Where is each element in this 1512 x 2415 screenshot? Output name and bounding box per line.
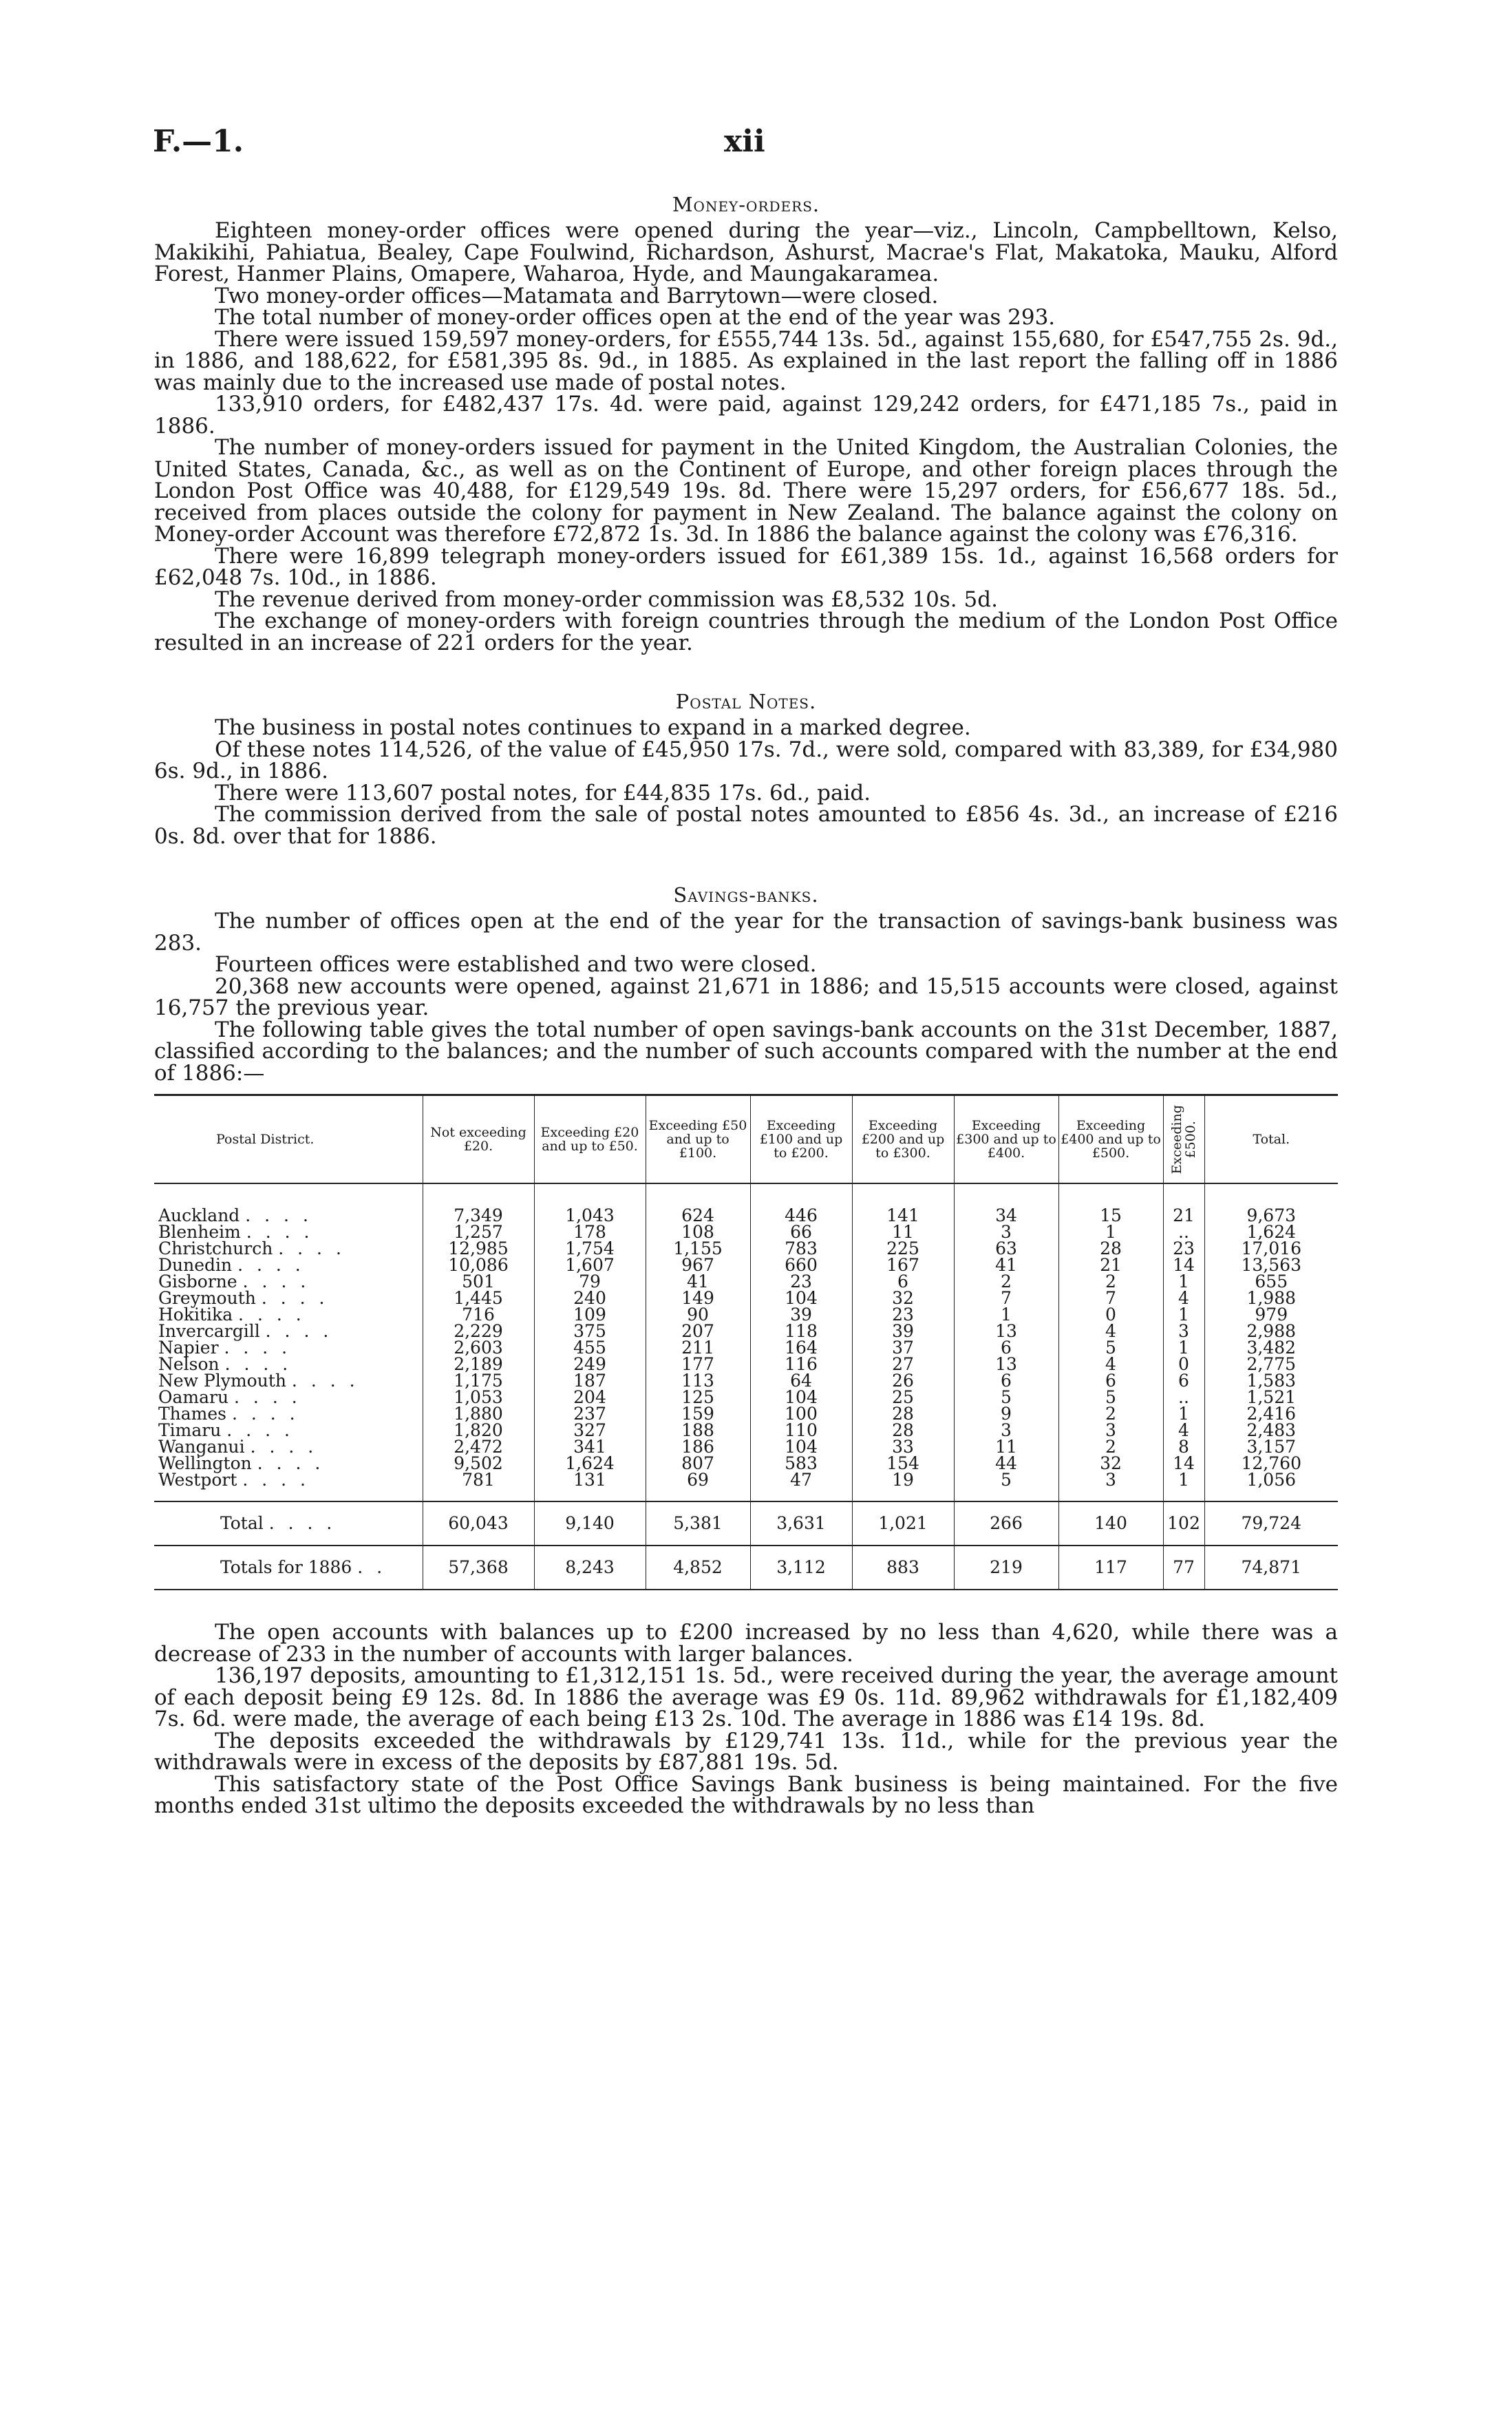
value-cell: 6 <box>954 1340 1058 1356</box>
column-header: Exceeding £500. <box>1163 1095 1204 1184</box>
value-cell: 1,624 <box>534 1455 646 1472</box>
value-cell: 781 <box>423 1472 534 1488</box>
value-cell: 237 <box>534 1406 646 1422</box>
value-cell: 655 <box>1204 1274 1338 1290</box>
value-cell: 3 <box>1058 1422 1163 1439</box>
value-cell: 23 <box>750 1274 852 1290</box>
value-cell: 60,043 <box>423 1501 534 1546</box>
value-cell: 583 <box>750 1455 852 1472</box>
value-cell: .. <box>1163 1389 1204 1406</box>
value-cell: 1,155 <box>646 1241 750 1257</box>
value-cell: 17,016 <box>1204 1241 1338 1257</box>
value-cell: 455 <box>534 1340 646 1356</box>
value-cell: 164 <box>750 1340 852 1356</box>
district-label: Wanganui <box>158 1437 245 1457</box>
value-cell: 3,631 <box>750 1501 852 1546</box>
page-reference: F.—1. <box>153 124 244 159</box>
value-cell: 2,416 <box>1204 1406 1338 1422</box>
value-cell: 266 <box>954 1501 1058 1546</box>
district-cell <box>154 1501 423 1546</box>
leader-dots: . . . . <box>242 1272 310 1291</box>
table-header-row <box>154 1095 1338 1184</box>
value-cell: 6 <box>1058 1373 1163 1389</box>
value-cell: 13 <box>954 1323 1058 1340</box>
district-label: New Plymouth <box>158 1371 286 1391</box>
table-row <box>154 1257 1338 1274</box>
column-header: Exceeding £50 and up to £100. <box>646 1095 750 1184</box>
table-row <box>154 1389 1338 1406</box>
district-label: Greymouth <box>158 1288 256 1308</box>
column-header: Not exceeding £20. <box>423 1095 534 1184</box>
value-cell: 9 <box>954 1406 1058 1422</box>
money-orders-heading: Money-orders. <box>672 193 820 216</box>
paragraph: The business in postal notes continues to expand in a marked degree. <box>215 715 971 740</box>
paragraph: There were 16,899 telegraph money-orders issued for £61,389 15s. 1d., against 16,568 orders for £62,048 7s. 10d., in 1886. <box>154 543 1338 590</box>
value-cell: 7,349 <box>423 1208 534 1224</box>
district-label: Christchurch <box>158 1238 273 1258</box>
value-cell: 90 <box>646 1307 750 1323</box>
value-cell: 1 <box>1163 1472 1204 1488</box>
savings-banks-heading: Savings-banks. <box>673 883 819 907</box>
value-cell: 219 <box>954 1546 1058 1590</box>
value-cell: 883 <box>852 1546 954 1590</box>
value-cell: 2,229 <box>423 1323 534 1340</box>
paragraph: 136,197 deposits, amounting to £1,312,151 1s. 5d., were received during the year, the average amount of each deposit being £9 12s. 8d. In 1886 the average was £9 0s. 11d. 89,962 withdrawals for £1,182,409 7s. 6d. were made, the average of each being £13 2s. 10d. The average in 1886 was £14 19s. 8d. <box>154 1663 1338 1731</box>
value-cell: 1 <box>1163 1340 1204 1356</box>
value-cell: 4 <box>1163 1422 1204 1439</box>
district-label: Gisborne <box>158 1272 237 1291</box>
district-label: Westport <box>158 1470 237 1490</box>
value-cell: 149 <box>646 1290 750 1307</box>
value-cell: 187 <box>534 1373 646 1389</box>
value-cell: 2,603 <box>423 1340 534 1356</box>
value-cell: 1 <box>1163 1274 1204 1290</box>
value-cell: 13 <box>954 1356 1058 1373</box>
value-cell: 2,988 <box>1204 1323 1338 1340</box>
value-cell: 44 <box>954 1455 1058 1472</box>
value-cell: 113 <box>646 1373 750 1389</box>
district-label: Napier <box>158 1338 219 1358</box>
leader-dots: . . . . <box>234 1387 301 1407</box>
leader-dots: . . . . <box>278 1238 345 1258</box>
value-cell: 249 <box>534 1356 646 1373</box>
table-row <box>154 1241 1338 1257</box>
value-cell: 207 <box>646 1323 750 1340</box>
leader-dots: . . . . <box>231 1404 299 1424</box>
value-cell: 110 <box>750 1422 852 1439</box>
value-cell: 5 <box>1058 1340 1163 1356</box>
value-cell: 5,381 <box>646 1501 750 1546</box>
table-row <box>154 1422 1338 1439</box>
column-header: Exceeding £400 and up to £500. <box>1058 1095 1163 1184</box>
value-cell: 69 <box>646 1472 750 1488</box>
value-cell: 188 <box>646 1422 750 1439</box>
district-label: Timaru <box>158 1420 222 1440</box>
leader-dots: . . . . <box>245 1205 312 1225</box>
column-header: Exceeding £20 and up to £50. <box>534 1095 646 1184</box>
postal-notes-heading: Postal Notes. <box>675 690 817 713</box>
value-cell: 125 <box>646 1389 750 1406</box>
table-row <box>154 1373 1338 1389</box>
value-cell: 4 <box>1058 1356 1163 1373</box>
paragraph: The deposits exceeded the withdrawals by £129,741 13s. 11d., while for the previous year the withdrawals were in excess of the deposits by £87,881 19s. 5d. <box>154 1728 1338 1775</box>
value-cell: 39 <box>852 1323 954 1340</box>
value-cell: 11 <box>852 1224 954 1241</box>
district-label: Oamaru <box>158 1387 229 1407</box>
value-cell: 116 <box>750 1356 852 1373</box>
value-cell: 1 <box>1163 1307 1204 1323</box>
value-cell: 3 <box>1163 1323 1204 1340</box>
table-row <box>154 1455 1338 1472</box>
column-header: Exceeding £100 and up to £200. <box>750 1095 852 1184</box>
value-cell: 716 <box>423 1307 534 1323</box>
value-cell: 1 <box>1163 1406 1204 1422</box>
value-cell: 9,140 <box>534 1501 646 1546</box>
table-row <box>154 1340 1338 1356</box>
value-cell: 5 <box>1058 1389 1163 1406</box>
leader-dots: . . <box>357 1557 387 1577</box>
district-label: Invercargill <box>158 1321 260 1341</box>
column-header: Total. <box>1204 1095 1338 1184</box>
leader-dots: . . . . <box>291 1371 359 1391</box>
savings-accounts-table <box>154 1094 1338 1590</box>
value-cell: 63 <box>954 1241 1058 1257</box>
value-cell: 104 <box>750 1290 852 1307</box>
value-cell: 118 <box>750 1323 852 1340</box>
column-header: Exceeding £300 and up to £400. <box>954 1095 1058 1184</box>
paragraph: The exchange of money-orders with foreign countries through the medium of the London Post Office resulted in an increase of 221 orders for the year. <box>154 609 1338 655</box>
value-cell: 14 <box>1163 1455 1204 1472</box>
district-label: Nelson <box>158 1354 220 1374</box>
value-cell: 979 <box>1204 1307 1338 1323</box>
table-row <box>154 1406 1338 1422</box>
value-cell: 2 <box>1058 1439 1163 1455</box>
leader-dots: . . . . <box>242 1470 310 1490</box>
leader-dots: . . . . <box>237 1255 305 1275</box>
district-label: Wellington <box>158 1453 252 1473</box>
value-cell: 967 <box>646 1257 750 1274</box>
paragraph: The commission derived from the sale of postal notes amounted to £856 4s. 3d., an increase of £216 0s. 8d. over that for 1886. <box>154 802 1338 849</box>
paragraph: Of these notes 114,526, of the value of £45,950 17s. 7d., were sold, compared with 83,389, for £34,980 6s. 9d., in 1886. <box>154 737 1338 783</box>
value-cell: 74,871 <box>1204 1546 1338 1590</box>
value-cell: 13,563 <box>1204 1257 1338 1274</box>
value-cell: 108 <box>646 1224 750 1241</box>
value-cell: 186 <box>646 1439 750 1455</box>
value-cell: 341 <box>534 1439 646 1455</box>
value-cell: 21 <box>1058 1257 1163 1274</box>
value-cell: 9,673 <box>1204 1208 1338 1224</box>
value-cell: 19 <box>852 1472 954 1488</box>
value-cell: 100 <box>750 1406 852 1422</box>
value-cell: 27 <box>852 1356 954 1373</box>
value-cell: 446 <box>750 1208 852 1224</box>
value-cell: 2 <box>1058 1406 1163 1422</box>
value-cell: 1,043 <box>534 1208 646 1224</box>
district-cell <box>154 1546 423 1590</box>
value-cell: 3 <box>1058 1472 1163 1488</box>
value-cell: 159 <box>646 1406 750 1422</box>
value-cell: 79,724 <box>1204 1501 1338 1546</box>
value-cell: 25 <box>852 1389 954 1406</box>
page-number: xii <box>724 124 765 159</box>
leader-dots: . . . . <box>261 1288 329 1308</box>
value-cell: 7 <box>954 1290 1058 1307</box>
value-cell: 104 <box>750 1439 852 1455</box>
value-cell: 783 <box>750 1241 852 1257</box>
value-cell: 2,483 <box>1204 1422 1338 1439</box>
value-cell: 807 <box>646 1455 750 1472</box>
value-cell: 28 <box>852 1422 954 1439</box>
value-cell: 12,985 <box>423 1241 534 1257</box>
leader-dots: . . . . <box>246 1222 314 1242</box>
value-cell: 375 <box>534 1323 646 1340</box>
value-cell: 501 <box>423 1274 534 1290</box>
value-cell: .. <box>1163 1224 1204 1241</box>
value-cell: 204 <box>534 1389 646 1406</box>
value-cell: 64 <box>750 1373 852 1389</box>
value-cell: 1,521 <box>1204 1389 1338 1406</box>
value-cell: 28 <box>1058 1241 1163 1257</box>
value-cell: 177 <box>646 1356 750 1373</box>
paragraph: There were 113,607 postal notes, for £44,835 17s. 6d., paid. <box>215 780 871 805</box>
value-cell: 77 <box>1163 1546 1204 1590</box>
value-cell: 39 <box>750 1307 852 1323</box>
value-cell: 28 <box>852 1406 954 1422</box>
value-cell: 5 <box>954 1389 1058 1406</box>
value-cell: 14 <box>1163 1257 1204 1274</box>
value-cell: 1 <box>954 1307 1058 1323</box>
value-cell: 131 <box>534 1472 646 1488</box>
value-cell: 624 <box>646 1208 750 1224</box>
value-cell: 2,189 <box>423 1356 534 1373</box>
value-cell: 11 <box>954 1439 1058 1455</box>
value-cell: 167 <box>852 1257 954 1274</box>
value-cell: 9,502 <box>423 1455 534 1472</box>
value-cell: 15 <box>1058 1208 1163 1224</box>
value-cell: 21 <box>1163 1208 1204 1224</box>
value-cell: 8,243 <box>534 1546 646 1590</box>
value-cell: 1,754 <box>534 1241 646 1257</box>
value-cell: 211 <box>646 1340 750 1356</box>
value-cell: 41 <box>954 1257 1058 1274</box>
table-row <box>154 1472 1338 1488</box>
value-cell: 1,021 <box>852 1501 954 1546</box>
value-cell: 4 <box>1163 1290 1204 1307</box>
value-cell: 240 <box>534 1290 646 1307</box>
value-cell: 104 <box>750 1389 852 1406</box>
leader-dots: . . . . <box>224 1338 292 1358</box>
value-cell: 33 <box>852 1439 954 1455</box>
district-label: Blenheim <box>158 1222 241 1242</box>
value-cell: 1,175 <box>423 1373 534 1389</box>
paragraph: Eighteen money-order offices were opened during the year—viz., Lincoln, Campbelltown, Kelso, Makikihi, Pahiatua, Bealey, Cape Foulwind, Richardson, Ashurst, Macrae's Flat, Makatoka, Mauku, Alford Forest, Hanmer Plains, Omapere, Waharoa, Hyde, and Maungakaramea. <box>154 218 1338 286</box>
value-cell: 6 <box>852 1274 954 1290</box>
value-cell: 4 <box>1058 1323 1163 1340</box>
value-cell: 3 <box>954 1422 1058 1439</box>
value-cell: 102 <box>1163 1501 1204 1546</box>
paragraph: 133,910 orders, for £482,437 17s. 4d. were paid, against 129,242 orders, for £471,185 7s., paid in 1886. <box>154 392 1338 439</box>
column-header: Exceeding £200 and up to £300. <box>852 1095 954 1184</box>
value-cell: 1,988 <box>1204 1290 1338 1307</box>
district-label: Totals for 1886 <box>220 1557 352 1577</box>
paragraph: The number of money-orders issued for payment in the United Kingdom, the Australian Colonies, the United States, Canada, &c., as well as on the Continent of Europe, and other foreign places through the London Post Office was 40,488, for £129,549 19s. 8d. There were 15,297 orders, for £56,677 18s. 5d., received from places outside the colony for payment in New Zealand. The balance against the colony on Money-order Account was therefore £72,872 1s. 3d. In 1886 the balance against the colony was £76,316. <box>154 435 1338 547</box>
value-cell: 0 <box>1163 1356 1204 1373</box>
value-cell: 32 <box>1058 1455 1163 1472</box>
value-cell: 154 <box>852 1455 954 1472</box>
paragraph: Fourteen offices were established and two were closed. <box>215 952 817 977</box>
totals-row <box>154 1501 1338 1546</box>
value-cell: 1,624 <box>1204 1224 1338 1241</box>
paragraph: The open accounts with balances up to £200 increased by no less than 4,620, while there was a decrease of 233 in the number of accounts with larger balances. <box>154 1620 1338 1667</box>
totals-row <box>154 1546 1338 1590</box>
district-label: Total <box>220 1513 264 1533</box>
district-cell <box>154 1472 423 1488</box>
value-cell: 57,368 <box>423 1546 534 1590</box>
value-cell: 1,056 <box>1204 1472 1338 1488</box>
paragraph: There were issued 159,597 money-orders, for £555,744 13s. 5d., against 155,680, for £547,755 2s. 9d., in 1886, and 188,622, for £581,395 8s. 9d., in 1885. As explained in the last report the falling off in 1886 was mainly due to the increased use made of postal notes. <box>154 326 1338 395</box>
district-label: Dunedin <box>158 1255 233 1275</box>
value-cell: 327 <box>534 1422 646 1439</box>
table-row <box>154 1274 1338 1290</box>
paragraph: The revenue derived from money-order commission was £8,532 10s. 5d. <box>215 587 998 612</box>
value-cell: 178 <box>534 1224 646 1241</box>
value-cell: 3,157 <box>1204 1439 1338 1455</box>
value-cell: 66 <box>750 1224 852 1241</box>
value-cell: 3,112 <box>750 1546 852 1590</box>
leader-dots: . . . . <box>224 1354 292 1374</box>
value-cell: 141 <box>852 1208 954 1224</box>
value-cell: 225 <box>852 1241 954 1257</box>
value-cell: 5 <box>954 1472 1058 1488</box>
value-cell: 140 <box>1058 1501 1163 1546</box>
value-cell: 109 <box>534 1307 646 1323</box>
value-cell: 2 <box>954 1274 1058 1290</box>
value-cell: 0 <box>1058 1307 1163 1323</box>
table-body <box>154 1183 1338 1590</box>
value-cell: 26 <box>852 1373 954 1389</box>
table-row <box>154 1439 1338 1455</box>
leader-dots: . . . . <box>257 1453 325 1473</box>
value-cell: 2 <box>1058 1274 1163 1290</box>
value-cell: 3,482 <box>1204 1340 1338 1356</box>
value-cell: 1,607 <box>534 1257 646 1274</box>
paragraph: 20,368 new accounts were opened, against 21,671 in 1886; and 15,515 accounts were closed, against 16,757 the previous year. <box>154 973 1338 1020</box>
value-cell: 660 <box>750 1257 852 1274</box>
value-cell: 1 <box>1058 1224 1163 1241</box>
page-body <box>154 193 1338 1817</box>
value-cell: 4,852 <box>646 1546 750 1590</box>
column-header: Postal District. <box>154 1095 423 1184</box>
value-cell: 117 <box>1058 1546 1163 1590</box>
value-cell: 79 <box>534 1274 646 1290</box>
value-cell: 1,445 <box>423 1290 534 1307</box>
district-label: Hokitika <box>158 1305 233 1325</box>
leader-dots: . . . . <box>268 1513 337 1533</box>
value-cell: 1,880 <box>423 1406 534 1422</box>
value-cell: 1,820 <box>423 1422 534 1439</box>
table-row <box>154 1290 1338 1307</box>
leader-dots: . . . . <box>226 1420 294 1440</box>
paragraph: The following table gives the total number of open savings-bank accounts on the 31st December, 1887, classified according to the balances; and the number of such accounts compared with the number at the end of 1886:— <box>154 1017 1338 1086</box>
value-cell: 3 <box>954 1224 1058 1241</box>
value-cell: 2,472 <box>423 1439 534 1455</box>
value-cell: 41 <box>646 1274 750 1290</box>
leader-dots: . . . . <box>250 1437 318 1457</box>
value-cell: 23 <box>1163 1241 1204 1257</box>
district-label: Thames <box>158 1404 227 1424</box>
paragraph: The number of offices open at the end of the year for the transaction of savings-bank business was 283. <box>154 909 1338 956</box>
table-row <box>154 1208 1338 1224</box>
paragraph: Two money-order offices—Matamata and Barrytown—were closed. <box>215 283 939 308</box>
paragraph: This satisfactory state of the Post Office Savings Bank business is being maintained. For the five months ended 31st ultimo the deposits exceeded the withdrawals by no less than <box>154 1771 1338 1818</box>
leader-dots: . . . . <box>265 1321 333 1341</box>
value-cell: 10,086 <box>423 1257 534 1274</box>
value-cell: 23 <box>852 1307 954 1323</box>
value-cell: 6 <box>954 1373 1058 1389</box>
value-cell: 47 <box>750 1472 852 1488</box>
paragraph: The total number of money-order offices open at the end of the year was 293. <box>215 305 1056 330</box>
value-cell: 8 <box>1163 1439 1204 1455</box>
value-cell: 2,775 <box>1204 1356 1338 1373</box>
value-cell: 32 <box>852 1290 954 1307</box>
value-cell: 1,053 <box>423 1389 534 1406</box>
value-cell: 34 <box>954 1208 1058 1224</box>
value-cell: 37 <box>852 1340 954 1356</box>
value-cell: 12,760 <box>1204 1455 1338 1472</box>
leader-dots: . . . . <box>238 1305 306 1325</box>
value-cell: 1,257 <box>423 1224 534 1241</box>
district-label: Auckland <box>158 1205 240 1225</box>
value-cell: 7 <box>1058 1290 1163 1307</box>
value-cell: 1,583 <box>1204 1373 1338 1389</box>
value-cell: 6 <box>1163 1373 1204 1389</box>
table-row <box>154 1323 1338 1340</box>
